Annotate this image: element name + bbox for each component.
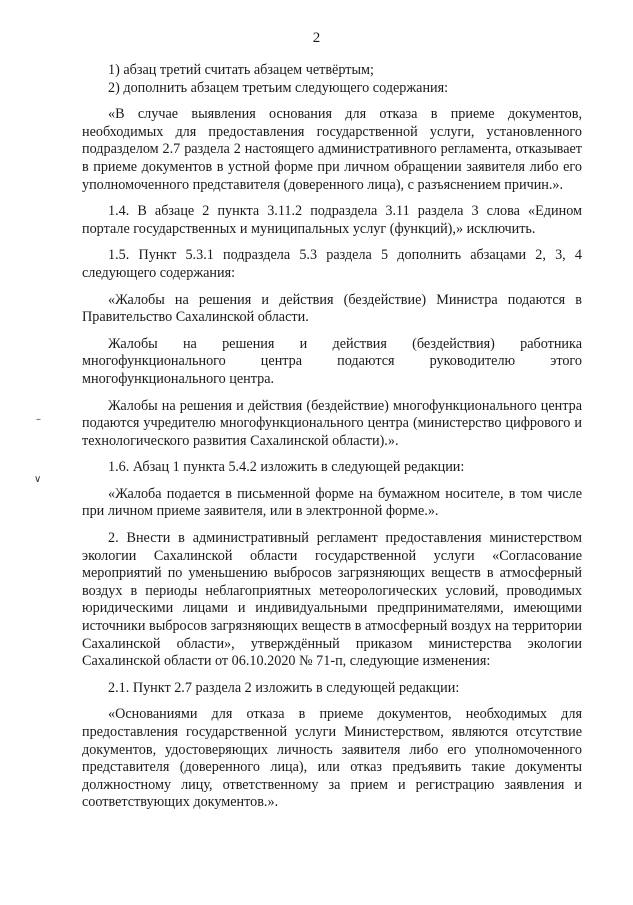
- scan-mark: –: [36, 414, 41, 425]
- paragraph: «Основаниями для отказа в приеме документов, необходимых для предоставления государственной услуги Министерством, являются отсутствие документов, удостоверяющих личность заявителя либо его уполномоченного представителя (доверенного лица), или отказ предъявить такие документы должностному лицу, ответственному за прием и регистрацию заявления и соответствующих документов.».: [82, 706, 582, 811]
- paragraph: «В случае выявления основания для отказа в приеме документов, необходимых для предоставления государственной услуги, установленного подразделом 2.7 раздела 2 настоящего административного регламента, отказывает в приеме документов в устной форме при личном обращении заявителя либо его уполномоченного представителя (доверенного лица), с разъяснением причин.».: [82, 106, 582, 193]
- paragraph: 1.6. Абзац 1 пункта 5.4.2 изложить в следующей редакции:: [108, 459, 465, 476]
- scan-mark: ∨: [34, 474, 42, 485]
- paragraph: «Жалобы на решения и действия (бездействие) Министра подаются в Правительство Сахалинской области.: [82, 291, 582, 326]
- paragraph: 1) абзац третий считать абзацем четвёртым;: [108, 62, 374, 78]
- paragraph: 1.4. В абзаце 2 пункта 3.11.2 подраздела 3.11 раздела 3 слова «Едином портале государственных и муниципальных услуг (функций),» исключить.: [82, 203, 582, 237]
- paragraph: Жалобы на решения и действия (бездействия) работника многофункционального центра подаются руководителю этого многофункционального центра.: [82, 335, 582, 387]
- paragraph: 1.5. Пункт 5.3.1 подраздела 5.3 раздела 5 дополнить абзацами 2, 3, 4 следующего содержания:: [82, 247, 582, 281]
- paragraph: «Жалоба подается в письменной форме на бумажном носителе, в том числе при личном приеме заявителя, или в электронной форме.».: [82, 485, 582, 520]
- paragraph: 2) дополнить абзацем третьим следующего содержания:: [108, 79, 449, 96]
- page-number: 2: [312, 30, 321, 46]
- paragraph: 2. Внести в административный регламент предоставления министерством экологии Сахалинской области государственной услуги «Согласование мероприятий по уменьшению выбросов загрязняющих веществ в атмосферный воздух в периоды неблагоприятных метеорологических условий, проводимых юридическими лицами и индивидуальными предпринимателями, имеющими источники выбросов загрязняющих веществ в атмосферный воздух на территории Сахалинской области», утверждённый приказом министерства экологии Сахалинской области от 06.10.2020 № 71-п, следующие изменения:: [82, 530, 582, 670]
- paragraph: Жалобы на решения и действия (бездействие) многофункционального центра подаются учредителю многофункционального центра (министерство цифрового и технологического развития Сахалинской области).».: [82, 397, 582, 449]
- paragraph: 2.1. Пункт 2.7 раздела 2 изложить в следующей редакции:: [108, 679, 460, 696]
- document-body: [82, 62, 582, 812]
